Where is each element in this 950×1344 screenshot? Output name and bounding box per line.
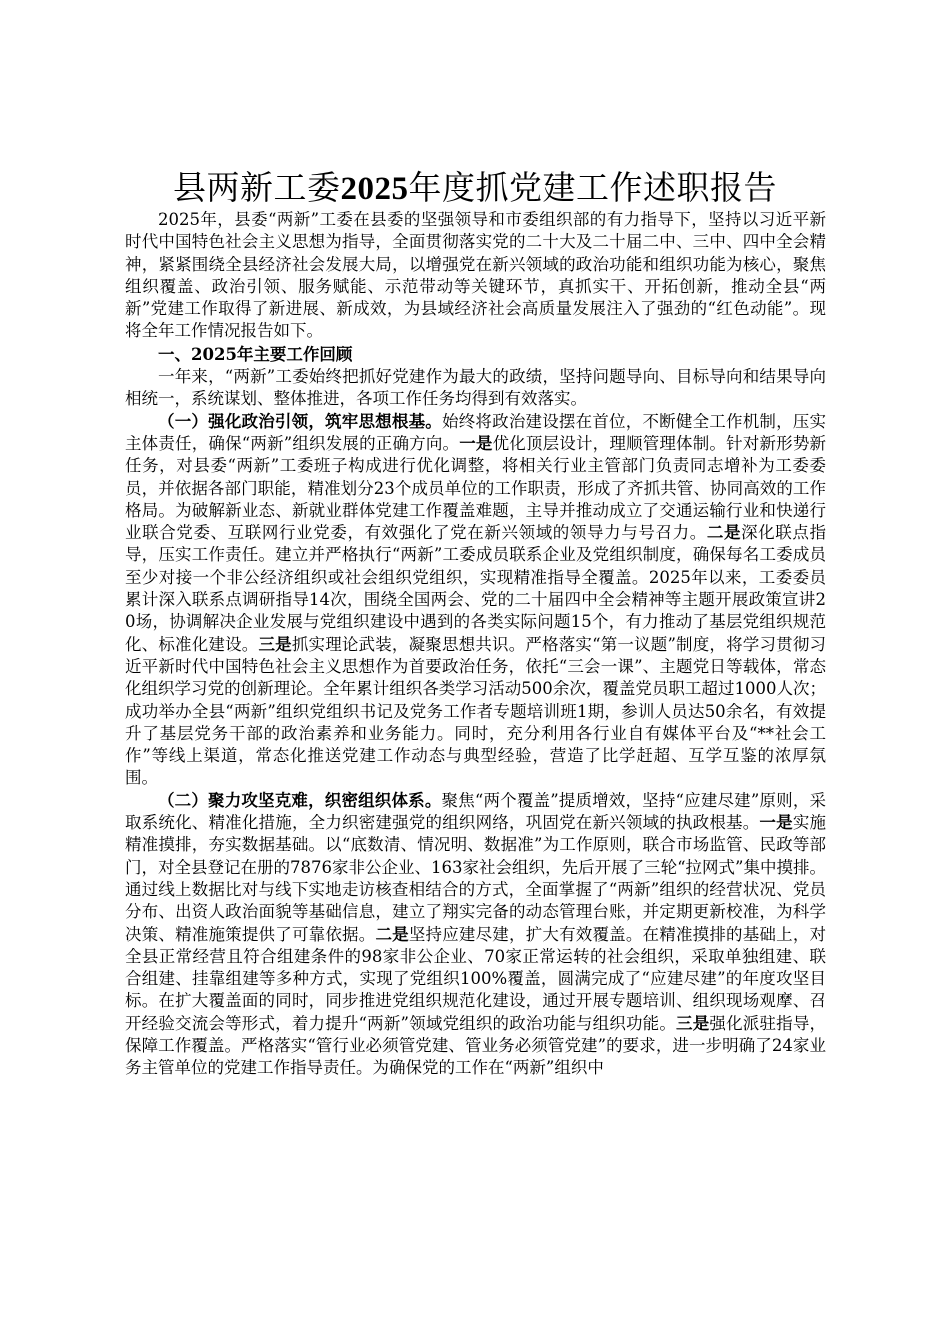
subsection-1-ordinal-1: 一是 bbox=[459, 433, 493, 453]
subsection-2-text-2: 坚持应建尽建，扩大有效覆盖。在精准摸排的基础上，对全县正常经营且符合组建条件的98家非公企业、70家正常运转的社会组织，采取单独组建、联合组建、挂靠组建等多种方式，实现了党组织100%覆盖，圆满完成了“应建尽建”的年度攻坚目标。在扩大覆盖面的同时，同步推进党组织规范化建设，通过开展专题培训、组织现场观摩、召开经验交流会等形式，着力提升“两新”领域党组织的政治功能与组织功能。 bbox=[125, 924, 827, 1033]
subsection-1-ordinal-3: 三是 bbox=[258, 634, 292, 654]
subsection-1-ordinal-2: 二是 bbox=[706, 523, 742, 543]
intro-paragraph: 2025年，县委“两新”工委在县委的坚强领导和市委组织部的有力指导下，坚持以习近平新时代中国特色社会主义思想为指导，全面贯彻落实党的二十大及二十届二中、三中、四中全会精神，紧紧围绕全县经济社会发展大局，以增强党在新兴领域的政治功能和组织功能为核心，聚焦组织覆盖、政治引领、服务赋能、示范带动等关键环节，真抓实干、开拓创新，推动全县“两新”党建工作取得了新进展、新成效，为县域经济社会高质量发展注入了强劲的“红色动能”。现将全年工作情况报告如下。 bbox=[125, 210, 826, 341]
section-heading-1: 一、2025年主要工作回顾 bbox=[158, 344, 353, 364]
subsection-2-ordinal-1: 一是 bbox=[759, 813, 793, 833]
subsection-2-text-1: 实施精准摸排，夯实数据基础。以“底数清、情况明、数据准”为工作原则，联合市场监管、民政等部门，对全县登记在册的7876家非公企业、163家社会组织，先后开展了三轮“拉网式”集中摸排。通过线上数据比对与线下实地走访核查相结合的方式，全面掌握了“两新”组织的经营状况、党员分布、出资人政治面貌等基础信息，建立了翔实完备的动态管理台账，并定期更新校准，为科学决策、精准施策提供了可靠依据。 bbox=[125, 813, 827, 944]
document-body bbox=[125, 209, 826, 1080]
subsection-2-lead: （二）聚力攻坚克难，织密组织体系。 bbox=[158, 790, 442, 810]
subsection-1-text-3: 抓实理论武装，凝聚思想共识。严格落实“第一议题”制度，将学习贯彻习近平新时代中国特色社会主义思想作为首要政治任务，依托“三会一课”、主题党日等载体，常态化组织学习党的创新理论。全年累计组织各类学习活动500余次，覆盖党员职工超过1000人次；成功举办全县“两新”组织党组织书记及党务工作者专题培训班1期，参训人员达50余名，有效提升了基层党务干部的政治素养和业务能力。同时，充分利用各行业自有媒体平台及“**社会工作”等线上渠道，常态化推送党建工作动态与典型经验，营造了比学赶超、互学互鉴的浓厚氛围。 bbox=[125, 634, 827, 788]
subsection-2-text-0: 聚焦“两个覆盖”提质增效，坚持“应建尽建”原则，采取系统化、精准化措施，全力织密建强党的组织网络，巩固党在新兴领域的执政根基。 bbox=[125, 790, 827, 833]
subsection-1-text-0: 始终将政治建设摆在首位，不断健全工作机制，压实主体责任，确保“两新”组织发展的正确方向。 bbox=[125, 411, 827, 453]
subsection-1-paragraph bbox=[125, 411, 826, 790]
subsection-2-text-3: 强化派驻指导，保障工作覆盖。严格落实“管行业必须管党建、管业务必须管党建”的要求，进一步明确了24家业务主管单位的党建工作指导责任。为确保党的工作在“两新”组织中 bbox=[125, 1013, 827, 1078]
title-suffix: 年度抓党建工作述职报告 bbox=[408, 168, 777, 207]
subsection-2-ordinal-2: 二是 bbox=[375, 924, 409, 944]
subsection-2-paragraph bbox=[125, 790, 826, 1080]
subsection-1-text-2: 深化联点指导，压实工作责任。建立并严格执行“两新”工委成员联系企业及党组织制度，确保每名工委成员至少对接一个非公经济组织或社会组织党组织，实现精准指导全覆盖。2025年以来，工委委员累计深入联系点调研指导14次，围绕全国两会、党的二十届四中全会精神等主题开展政策宣讲20场，协调解决企业发展与党组织建设中遇到的各类实际问题15个，有力推动了基层党组织规范化、标准化建设。 bbox=[125, 523, 827, 654]
subsection-2-ordinal-3: 三是 bbox=[676, 1013, 710, 1033]
subsection-1-text-1: 优化顶层设计，理顺管理体制。针对新形势新任务，对县委“两新”工委班子构成进行优化调整，将相关行业主管部门负责同志增补为工委委员，并依据各部门职能，精准划分23个成员单位的工作职责，形成了齐抓共管、协同高效的工作格局。为破解新业态、新就业群体党建工作覆盖难题，主导并推动成立了交通运输行业和快递行业联合党委、互联网行业党委，有效强化了党在新兴领域的领导力与号召力。 bbox=[125, 433, 827, 543]
subsection-1-lead: （一）强化政治引领，筑牢思想根基。 bbox=[158, 411, 442, 431]
section-1-intro-paragraph: 一年来，“两新”工委始终把抓好党建作为最大的政绩，坚持问题导向、目标导向和结果导向相统一，系统谋划、整体推进，各项工作任务均得到有效落实。 bbox=[125, 367, 826, 409]
title-year: 2025 bbox=[340, 171, 409, 207]
title-prefix: 县两新工委 bbox=[173, 168, 341, 207]
document-title bbox=[0, 168, 950, 209]
